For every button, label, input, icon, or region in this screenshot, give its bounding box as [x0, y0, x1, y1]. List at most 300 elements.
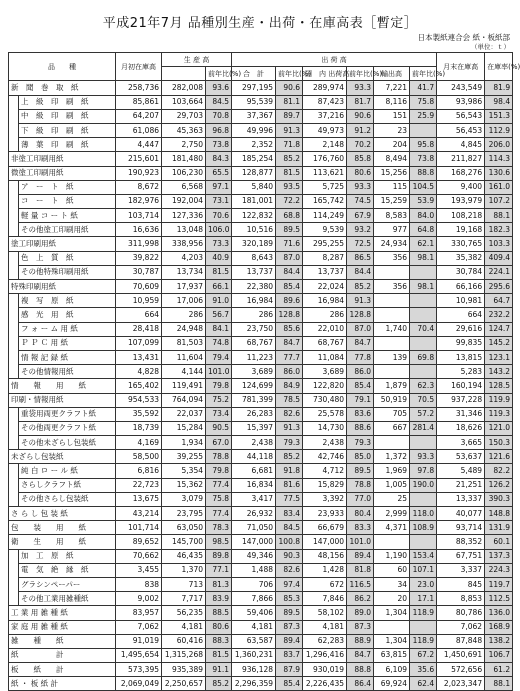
cell-value: 119.9 [485, 393, 513, 407]
cell-value: 3,689 [232, 365, 276, 379]
cell-value: 145.2 [485, 336, 513, 350]
cell-value: 74.5 [347, 194, 374, 208]
cell-value: 409.4 [485, 251, 513, 265]
indent-cell [9, 436, 19, 450]
cell-value: 108,218 [437, 209, 485, 223]
header-export: 輸出高 [374, 67, 410, 81]
cell-value: 88.8 [347, 663, 374, 677]
cell-value: 713 [162, 577, 206, 591]
cell-value: 112.9 [485, 123, 513, 137]
indent-cell [9, 223, 19, 237]
cell-value: 30,784 [437, 265, 485, 279]
cell-value: 18,739 [116, 421, 162, 435]
row-label: グラシンペーパー [19, 577, 116, 591]
cell-value: 224.1 [485, 265, 513, 279]
cell-value: 81.6 [276, 478, 303, 492]
cell-value: 3,417 [232, 492, 276, 506]
cell-value: 86.0 [276, 365, 303, 379]
cell-value [374, 308, 410, 322]
cell-value [410, 308, 437, 322]
table-row [9, 634, 513, 648]
cell-value: 9,539 [303, 223, 347, 237]
cell-value: 81.5 [206, 648, 232, 662]
cell-value: 73.3 [206, 237, 232, 251]
cell-value: 97.8 [410, 464, 437, 478]
table-row [9, 663, 513, 677]
cell-value: 338,956 [162, 237, 206, 251]
cell-value: 4,181 [303, 620, 347, 634]
cell-value: 10,516 [232, 223, 276, 237]
cell-value: 88.1 [485, 209, 513, 223]
cell-value: 706 [232, 577, 276, 591]
cell-value: 25.9 [410, 109, 437, 123]
cell-value: 53.9 [410, 194, 437, 208]
cell-value: 24,948 [162, 322, 206, 336]
cell-value: 78.8 [347, 478, 374, 492]
cell-value: 91,019 [116, 634, 162, 648]
cell-value: 22,010 [303, 322, 347, 336]
cell-value: 115 [374, 180, 410, 194]
indent-cell [9, 492, 19, 506]
cell-value: 286 [162, 308, 206, 322]
cell-value: 40,077 [437, 507, 485, 521]
cell-value: 89.4 [347, 549, 374, 563]
table-row [9, 194, 513, 208]
cell-value [374, 535, 410, 549]
cell-value: 330,765 [437, 237, 485, 251]
cell-value [410, 535, 437, 549]
cell-value: 95,539 [232, 95, 276, 109]
cell-value: 91.3 [276, 421, 303, 435]
cell-value: 83.7 [276, 648, 303, 662]
cell-value: 59,406 [232, 606, 276, 620]
cell-value: 68,767 [232, 336, 276, 350]
header-closing-stock: 月末在庫高 [437, 53, 485, 81]
indent-cell [9, 265, 19, 279]
cell-value: 13,337 [437, 492, 485, 506]
row-label: 紙 ・ 板 紙 計 [9, 677, 116, 691]
cell-value: 672 [303, 577, 347, 591]
cell-value: 49,346 [232, 549, 276, 563]
row-label: 加 工 原 紙 [19, 549, 116, 563]
cell-value: 30,787 [116, 265, 162, 279]
cell-value: 104.5 [410, 180, 437, 194]
cell-value: 1,934 [162, 436, 206, 450]
cell-value: 204 [374, 138, 410, 152]
cell-value: 66,166 [437, 280, 485, 294]
cell-value: 91.1 [206, 663, 232, 677]
cell-value: 215,601 [116, 152, 162, 166]
indent-cell [9, 95, 19, 109]
cell-value: 70.8 [206, 109, 232, 123]
cell-value: 85.8 [347, 152, 374, 166]
table-row [9, 620, 513, 634]
indent-cell [9, 478, 19, 492]
cell-value: 86.4 [347, 677, 374, 691]
row-label: 薄 葉 印 刷 紙 [19, 138, 116, 152]
cell-value: 160,194 [437, 379, 485, 393]
indent-cell [9, 577, 19, 591]
cell-value: 1,488 [232, 563, 276, 577]
cell-value: 93.3 [347, 81, 374, 95]
cell-value: 122,832 [232, 209, 276, 223]
cell-value: 93.6 [206, 81, 232, 95]
cell-value: 664 [116, 308, 162, 322]
cell-value: 190.0 [410, 478, 437, 492]
cell-value: 98.1 [410, 251, 437, 265]
cell-value: 81.7 [347, 95, 374, 109]
cell-value: 60.1 [485, 535, 513, 549]
cell-value: 93.3 [410, 450, 437, 464]
cell-value: 23,795 [162, 507, 206, 521]
table-row [9, 265, 513, 279]
cell-value: 119.3 [485, 407, 513, 421]
cell-value: 128,877 [232, 166, 276, 180]
cell-value: 1,495,654 [116, 648, 162, 662]
cell-value: 23.0 [410, 577, 437, 591]
cell-value: 49,973 [303, 123, 347, 137]
cell-value: 85.0 [347, 450, 374, 464]
cell-value: 21,251 [437, 478, 485, 492]
cell-value: 80.6 [347, 166, 374, 180]
cell-value: 103,714 [116, 209, 162, 223]
cell-value: 85,861 [116, 95, 162, 109]
cell-value: 572,656 [437, 663, 485, 677]
cell-value: 41.7 [410, 81, 437, 95]
cell-value: 84.5 [206, 95, 232, 109]
cell-value: 7,866 [232, 592, 276, 606]
cell-value: 161.0 [485, 180, 513, 194]
row-label: 未ざらし包装紙 [9, 450, 116, 464]
cell-value: 85.4 [347, 379, 374, 393]
cell-value: 4,181 [162, 620, 206, 634]
row-label: ア ー ト 紙 [19, 180, 116, 194]
cell-value: 5,354 [162, 464, 206, 478]
cell-value: 71.6 [276, 237, 303, 251]
cell-value: 16,636 [116, 223, 162, 237]
cell-value: 101.0 [206, 365, 232, 379]
cell-value: 39,255 [162, 450, 206, 464]
row-label: 衛 生 用 紙 [9, 535, 116, 549]
cell-value: 17,006 [162, 294, 206, 308]
indent-cell [9, 407, 19, 421]
cell-value [374, 436, 410, 450]
cell-value: 89.5 [276, 606, 303, 620]
cell-value: 72.2 [276, 194, 303, 208]
cell-value: 64,207 [116, 109, 162, 123]
cell-value: 168,276 [437, 166, 485, 180]
cell-value: 1,005 [374, 478, 410, 492]
row-label: 板 紙 計 [9, 663, 116, 677]
cell-value: 2,296,359 [232, 677, 276, 691]
cell-value: 16,834 [232, 478, 276, 492]
cell-value: 106.7 [485, 648, 513, 662]
cell-value: 80,786 [437, 606, 485, 620]
row-label: 電 気 絶 縁 紙 [19, 563, 116, 577]
cell-value: 22,024 [303, 280, 347, 294]
cell-value: 56,453 [437, 123, 485, 137]
unit-label: （単位：ｔ） [471, 43, 510, 51]
cell-value: 89.5 [276, 223, 303, 237]
cell-value: 25 [374, 492, 410, 506]
cell-value: 44,118 [232, 450, 276, 464]
cell-value: 138.2 [485, 634, 513, 648]
header-kind: 品 種 [9, 53, 116, 81]
cell-value: 5,840 [232, 180, 276, 194]
cell-value: 56.7 [206, 308, 232, 322]
cell-value: 5,725 [303, 180, 347, 194]
cell-value: 83.3 [347, 521, 374, 535]
table-row [9, 350, 513, 364]
cell-value: 2,438 [232, 436, 276, 450]
cell-value: 48,156 [303, 549, 347, 563]
cell-value: 320,189 [232, 237, 276, 251]
cell-value: 356 [374, 280, 410, 294]
cell-value: 13,675 [116, 492, 162, 506]
cell-value: 90.6 [347, 109, 374, 123]
indent-cell [9, 322, 19, 336]
row-label: その他工業用雑種紙 [19, 592, 116, 606]
indent-cell [9, 563, 19, 577]
indent-cell [9, 336, 19, 350]
cell-value: 297,195 [232, 81, 276, 95]
cell-value: 63,050 [162, 521, 206, 535]
cell-value: 7,221 [374, 81, 410, 95]
cell-value: 91.2 [347, 123, 374, 137]
cell-value: 69,924 [374, 677, 410, 691]
row-label: その他塗工印刷用紙 [19, 223, 116, 237]
row-label: 情 報 用 紙 [9, 379, 116, 393]
cell-value: 70,662 [116, 549, 162, 563]
cell-value: 119,491 [162, 379, 206, 393]
cell-value: 3,455 [116, 563, 162, 577]
cell-value: 45,363 [162, 123, 206, 137]
cell-value: 1,969 [374, 464, 410, 478]
cell-value: 8,494 [374, 152, 410, 166]
cell-value: 63,587 [232, 634, 276, 648]
cell-value: 311,998 [116, 237, 162, 251]
cell-value: 101.0 [347, 535, 374, 549]
indent-cell [9, 123, 19, 137]
cell-value: 70.4 [410, 322, 437, 336]
cell-value: 88.9 [347, 634, 374, 648]
header-domestic: 国 内 出荷高 [303, 67, 347, 81]
table-row [9, 251, 513, 265]
cell-value: 77.8 [347, 350, 374, 364]
table-row [9, 478, 513, 492]
cell-value: 13,431 [116, 350, 162, 364]
table-row [9, 81, 513, 95]
header-production: 生 産 高 [162, 53, 232, 67]
cell-value: 176,760 [303, 152, 347, 166]
cell-value: 61,086 [116, 123, 162, 137]
table-row [9, 294, 513, 308]
row-label: その他未ざらし包装紙 [19, 436, 116, 450]
production-table [8, 52, 520, 691]
cell-value: 2,999 [374, 507, 410, 521]
cell-value: 98.4 [485, 95, 513, 109]
cell-value: 3,665 [437, 436, 485, 450]
cell-value: 93.2 [347, 223, 374, 237]
cell-value: 124,699 [232, 379, 276, 393]
table-row [9, 166, 513, 180]
cell-value: 118.9 [410, 634, 437, 648]
cell-value: 88.8 [410, 166, 437, 180]
indent-cell [9, 350, 19, 364]
cell-value: 56,235 [162, 606, 206, 620]
cell-value: 79.1 [347, 393, 374, 407]
cell-value: 67,751 [437, 549, 485, 563]
cell-value: 89.8 [206, 549, 232, 563]
cell-value: 573,395 [116, 663, 162, 677]
cell-value: 87.3 [276, 620, 303, 634]
cell-value: 2,226,435 [303, 677, 347, 691]
cell-value: 286 [303, 308, 347, 322]
cell-value: 168.9 [485, 620, 513, 634]
cell-value: 23 [374, 123, 410, 137]
cell-value: 67.2 [410, 648, 437, 662]
cell-value: 2,069,049 [116, 677, 162, 691]
cell-value: 77.4 [206, 478, 232, 492]
cell-value: 62,283 [303, 634, 347, 648]
cell-value: 58,102 [303, 606, 347, 620]
cell-value [374, 365, 410, 379]
cell-value: 136.0 [485, 606, 513, 620]
cell-value: 122,820 [303, 379, 347, 393]
cell-value: 295,255 [303, 237, 347, 251]
cell-value: 97.1 [206, 180, 232, 194]
cell-value: 3,392 [303, 492, 347, 506]
cell-value: 70.6 [206, 209, 232, 223]
cell-value: 89,652 [116, 535, 162, 549]
cell-value: 8,853 [437, 592, 485, 606]
cell-value: 107.2 [485, 194, 513, 208]
cell-value [410, 336, 437, 350]
cell-value: 88.3 [206, 634, 232, 648]
row-label: 軽 量 コ ー ト 紙 [19, 209, 116, 223]
cell-value: 87,848 [437, 634, 485, 648]
cell-value: 1,879 [374, 379, 410, 393]
table-row [9, 450, 513, 464]
cell-value: 79.3 [276, 436, 303, 450]
cell-value: 845 [437, 577, 485, 591]
header-opening-stock: 月初在庫高 [116, 53, 162, 81]
cell-value: 79.8 [206, 464, 232, 478]
cell-value: 224.3 [485, 563, 513, 577]
row-label: 新 聞 巻 取 紙 [9, 81, 116, 95]
cell-value: 103,664 [162, 95, 206, 109]
cell-value: 84.7 [347, 336, 374, 350]
cell-value: 1,315,268 [162, 648, 206, 662]
cell-value: 165,402 [116, 379, 162, 393]
cell-value: 89.6 [276, 294, 303, 308]
cell-value: 4,828 [116, 365, 162, 379]
cell-value: 2,352 [232, 138, 276, 152]
cell-value: 9,400 [437, 180, 485, 194]
row-label: フ ォ ー ム 用 紙 [19, 322, 116, 336]
table-row [9, 223, 513, 237]
cell-value: 68,767 [303, 336, 347, 350]
cell-value: 151 [374, 109, 410, 123]
table-row [9, 606, 513, 620]
cell-value: 60 [374, 563, 410, 577]
cell-value: 85.4 [276, 677, 303, 691]
cell-value: 22,380 [232, 280, 276, 294]
table-row [9, 365, 513, 379]
row-label: 家 庭 用 雑 種 紙 [9, 620, 116, 634]
cell-value: 83,957 [116, 606, 162, 620]
cell-value: 25,578 [303, 407, 347, 421]
cell-value: 6,681 [232, 464, 276, 478]
cell-value: 15,829 [303, 478, 347, 492]
cell-value: 77.0 [347, 492, 374, 506]
row-label: 色 上 質 紙 [19, 251, 116, 265]
row-label: コ ー ト 紙 [19, 194, 116, 208]
cell-value: 4,181 [232, 620, 276, 634]
cell-value: 356 [374, 251, 410, 265]
cell-value: 2,148 [303, 138, 347, 152]
header-export-prev: 前年比(%) [410, 67, 437, 81]
cell-value: 232.2 [485, 308, 513, 322]
table-row [9, 308, 513, 322]
cell-value: 28,418 [116, 322, 162, 336]
cell-value: 106,230 [162, 166, 206, 180]
header-production-amount [162, 67, 206, 81]
cell-value: 190,923 [116, 166, 162, 180]
cell-value: 74.8 [206, 336, 232, 350]
header-stock-ratio: 在庫率(%) [485, 53, 513, 81]
row-label: さ ら し 包 装 紙 [9, 507, 116, 521]
cell-value: 128.8 [276, 308, 303, 322]
cell-value: 95.8 [410, 138, 437, 152]
cell-value: 112.5 [485, 592, 513, 606]
cell-value: 1,428 [303, 563, 347, 577]
cell-value: 98.1 [410, 280, 437, 294]
cell-value: 211,827 [437, 152, 485, 166]
cell-value: 99,835 [437, 336, 485, 350]
cell-value: 16,984 [232, 294, 276, 308]
indent-cell [9, 209, 19, 223]
cell-value: 13,737 [303, 265, 347, 279]
cell-value: 3,079 [162, 492, 206, 506]
cell-value [410, 294, 437, 308]
cell-value: 764,094 [162, 393, 206, 407]
cell-value: 6,816 [116, 464, 162, 478]
cell-value: 977 [374, 223, 410, 237]
cell-value: 664 [437, 308, 485, 322]
row-label: 包 装 用 紙 [9, 521, 116, 535]
cell-value: 73.1 [206, 194, 232, 208]
cell-value: 77.5 [276, 492, 303, 506]
row-label: 上 級 印 刷 紙 [19, 95, 116, 109]
cell-value: 145,700 [162, 535, 206, 549]
cell-value: 1,370 [162, 563, 206, 577]
cell-value: 98.5 [206, 535, 232, 549]
cell-value: 8,116 [374, 95, 410, 109]
cell-value [374, 620, 410, 634]
cell-value: 96.8 [206, 123, 232, 137]
row-label: 雑 種 紙 [9, 634, 116, 648]
cell-value: 91.8 [276, 464, 303, 478]
cell-value: 65.5 [206, 166, 232, 180]
indent-cell [9, 194, 19, 208]
cell-value: 86.2 [347, 592, 374, 606]
cell-value: 80.4 [347, 507, 374, 521]
cell-value: 84.7 [276, 336, 303, 350]
cell-value: 89.4 [276, 634, 303, 648]
cell-value: 85.4 [276, 280, 303, 294]
cell-value: 23,750 [232, 322, 276, 336]
